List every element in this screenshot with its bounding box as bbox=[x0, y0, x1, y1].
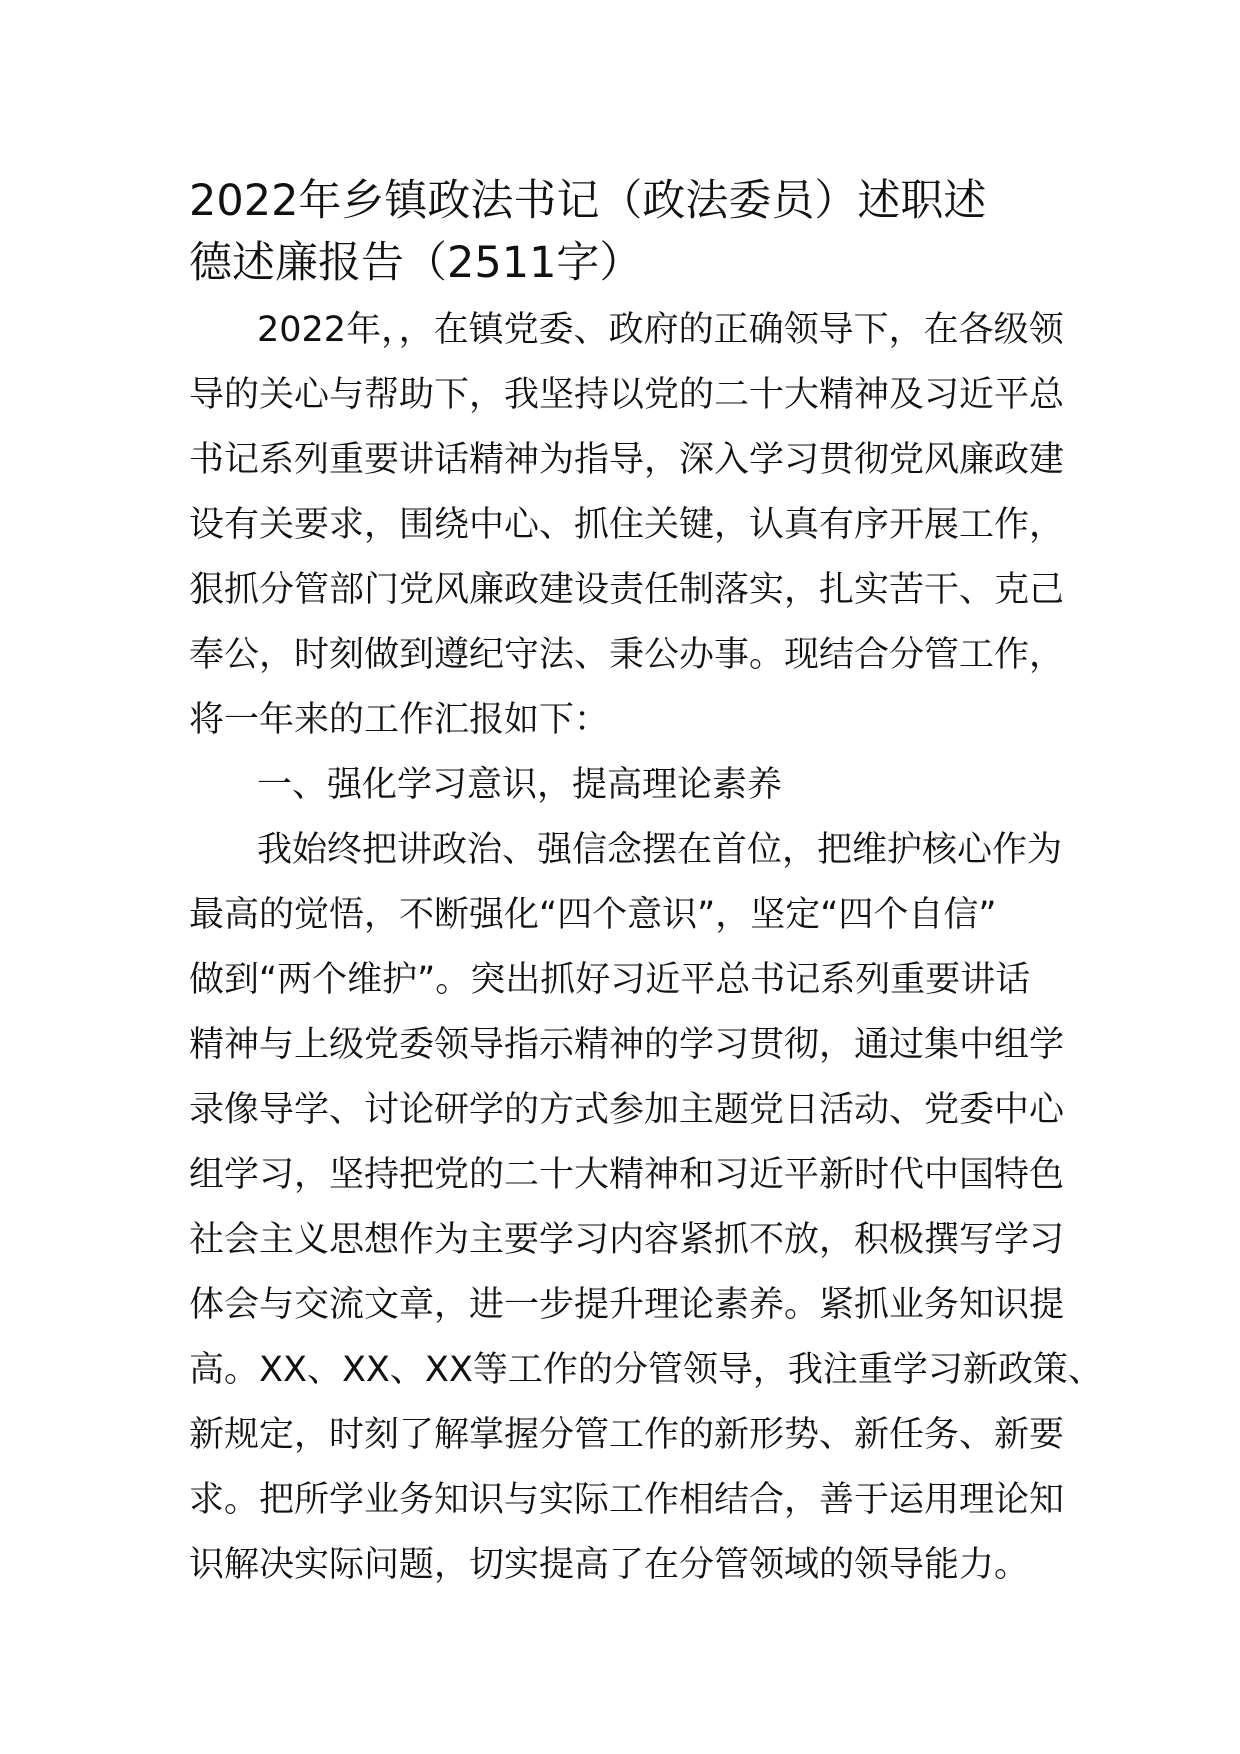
text-line: 新规定，时刻了解掌握分管工作的新形势、新任务、新要 bbox=[189, 1415, 1065, 1455]
text-line: 精神与上级党委领导指示精神的学习贯彻，通过集中组学 bbox=[189, 1025, 1065, 1065]
document-body bbox=[189, 298, 1103, 1598]
text-line: 将一年来的工作汇报如下： bbox=[189, 700, 610, 740]
text-line: 狠抓分管部门党风廉政建设责任制落实，扎实苦干、克己 bbox=[189, 570, 1065, 610]
text-line: 最高的觉悟，不断强化“四个意识”，坚定“四个自信” bbox=[189, 895, 997, 935]
text-line: 体会与交流文章，进一步提升理论素养。紧抓业务知识提 bbox=[189, 1285, 1065, 1325]
text-line: 做到“两个维护”。突出抓好习近平总书记系列重要讲话 bbox=[189, 960, 1031, 1000]
text-line: 求。把所学业务知识与实际工作相结合，善于运用理论知 bbox=[189, 1480, 1065, 1520]
document-title bbox=[189, 170, 1089, 294]
text-line: 识解决实际问题，切实提高了在分管领域的领导能力。 bbox=[189, 1545, 1030, 1585]
text-line: 设有关要求，围绕中心、抓住关键，认真有序开展工作， bbox=[189, 505, 1065, 545]
text-line: 2022年，，在镇党委、政府的正确领导下，在各级领 bbox=[257, 310, 1064, 350]
text-line: 书记系列重要讲话精神为指导，深入学习贯彻党风廉政建 bbox=[189, 440, 1065, 480]
text-line: 我始终把讲政治、强信念摆在首位，把维护核心作为 bbox=[257, 830, 1063, 870]
text-line: 奉公，时刻做到遵纪守法、秉公办事。现结合分管工作， bbox=[189, 635, 1065, 675]
text-line: 高。XX、XX、XX等工作的分管领导，我注重学习新政策、 bbox=[189, 1350, 1103, 1390]
text-line: 社会主义思想作为主要学习内容紧抓不放，积极撰写学习 bbox=[189, 1220, 1065, 1260]
title-line: 2022年乡镇政法书记（政法委员）述职述 bbox=[189, 176, 987, 226]
text-line: 录像导学、讨论研学的方式参加主题党日活动、党委中心 bbox=[189, 1090, 1065, 1130]
title-line: 德述廉报告（2511字） bbox=[189, 238, 643, 288]
section-heading: 一、强化学习意识，提高理论素养 bbox=[257, 765, 783, 805]
text-line: 组学习，坚持把党的二十大精神和习近平新时代中国特色 bbox=[189, 1155, 1065, 1195]
text-line: 导的关心与帮助下，我坚持以党的二十大精神及习近平总 bbox=[189, 375, 1065, 415]
